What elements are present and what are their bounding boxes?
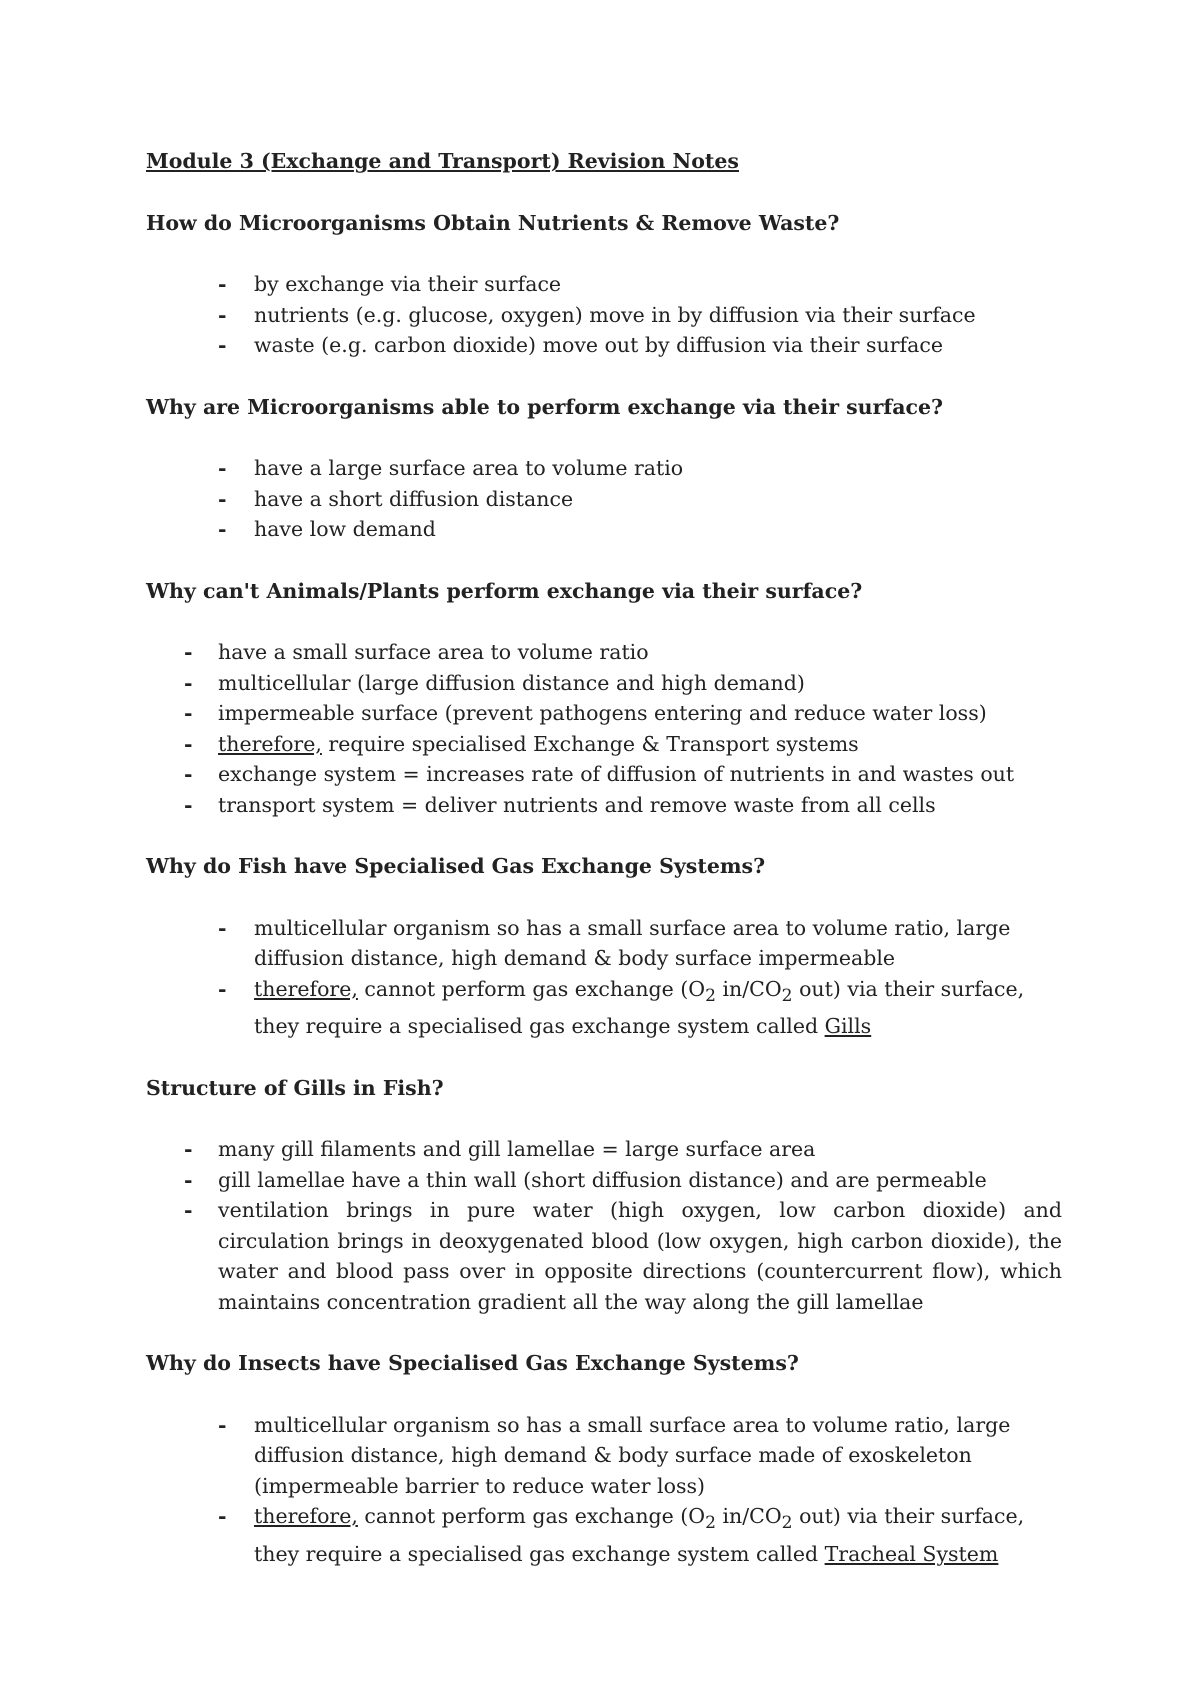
- dash-bullet: -: [218, 272, 227, 296]
- list-item: - therefore, cannot perform gas exchange ($O_2$ $in/CO_2$ out) via their surface, they require a specialised gas exchange system called Tracheal System: [146, 1501, 1062, 1569]
- dash-bullet: -: [218, 915, 227, 940]
- key-term: Gills: [824, 1014, 872, 1039]
- dash-bullet: -: [184, 792, 193, 817]
- list-item: - therefore, require specialised Exchange & Transport systems: [146, 729, 1140, 760]
- dash-bullet: -: [218, 486, 227, 511]
- bullet-list: [146, 269, 1140, 361]
- underlined-text: therefore,: [254, 1504, 358, 1529]
- list-item: - multicellular (large diffusion distance and high demand): [146, 668, 1140, 699]
- list-item: - impermeable surface (prevent pathogens entering and reduce water loss): [146, 698, 1140, 729]
- list-item: - by exchange via their surface: [146, 269, 1140, 300]
- dash-bullet: -: [218, 1504, 227, 1529]
- bullet-list: [146, 1410, 1062, 1570]
- list-item: - multicellular organism so has a small surface area to volume ratio, large diffusion distance, high demand & body surface made of exoskeleton (impermeable barrier to reduce water loss): [146, 1410, 1062, 1502]
- list-item: - have a short diffusion distance: [146, 484, 1140, 515]
- list-item: - nutrients (e.g. glucose, oxygen) move in by diffusion via their surface: [146, 300, 1140, 331]
- list-item: - waste (e.g. carbon dioxide) move out by diffusion via their surface: [146, 330, 1140, 361]
- dash-bullet: -: [184, 640, 193, 664]
- dash-bullet: -: [184, 1198, 193, 1223]
- list-item: - transport system = deliver nutrients and remove waste from all cells: [146, 790, 1140, 821]
- dash-bullet: -: [218, 976, 227, 1001]
- dash-bullet: -: [218, 1412, 227, 1437]
- list-item: - therefore, cannot perform gas exchange ($O_2$ $in/CO_2$ out) via their surface, they require a specialised gas exchange system called Gills: [146, 974, 1062, 1042]
- section-heading: Why are Microorganisms able to perform exchange via their surface?: [146, 394, 944, 419]
- list-item: - have low demand: [146, 514, 1140, 545]
- list-item: - ventilation brings in pure water (high oxygen, low carbon dioxide) and circulation brings in deoxygenated blood (low oxygen, high carbon dioxide), the water and blood pass over in opposite directions (countercurrent flow), which maintains concentration gradient all the way along the gill lamellae: [146, 1195, 1062, 1317]
- dash-bullet: -: [218, 302, 227, 327]
- section-heading: Why can't Animals/Plants perform exchange via their surface?: [146, 578, 863, 603]
- dash-bullet: -: [184, 1167, 193, 1192]
- section-heading: Why do Fish have Specialised Gas Exchange Systems?: [146, 854, 766, 878]
- underlined-text: therefore,: [254, 976, 358, 1001]
- dash-bullet: -: [184, 701, 193, 725]
- dash-bullet: -: [218, 517, 227, 541]
- list-item: - many gill filaments and gill lamellae = large surface area: [146, 1134, 1062, 1165]
- underlined-text: therefore,: [218, 731, 322, 756]
- list-item: - multicellular organism so has a small surface area to volume ratio, large diffusion distance, high demand & body surface impermeable: [146, 913, 1062, 974]
- section-heading: Why do Insects have Specialised Gas Exchange Systems?: [146, 1351, 799, 1376]
- bullet-list: [146, 1134, 1062, 1317]
- key-term: Tracheal System: [824, 1541, 999, 1566]
- dash-bullet: -: [184, 1137, 193, 1162]
- bullet-list: [146, 913, 1062, 1042]
- section-heading: Structure of Gills in Fish?: [146, 1075, 444, 1100]
- bullet-list: [146, 637, 1140, 820]
- dash-bullet: -: [184, 731, 193, 756]
- dash-bullet: -: [218, 333, 227, 357]
- list-item: - exchange system = increases rate of diffusion of nutrients in and wastes out: [146, 759, 1140, 790]
- list-item: - have a large surface area to volume ratio: [146, 453, 1140, 484]
- section-heading: How do Microorganisms Obtain Nutrients & Remove Waste?: [146, 210, 840, 235]
- dash-bullet: -: [184, 762, 193, 786]
- list-item: - gill lamellae have a thin wall (short diffusion distance) and are permeable: [146, 1165, 1062, 1196]
- dash-bullet: -: [184, 670, 193, 695]
- list-item: - have a small surface area to volume ratio: [146, 637, 1140, 668]
- bullet-list: [146, 453, 1140, 545]
- dash-bullet: -: [218, 456, 227, 480]
- document-title: Module 3 (Exchange and Transport) Revision Notes: [146, 149, 739, 173]
